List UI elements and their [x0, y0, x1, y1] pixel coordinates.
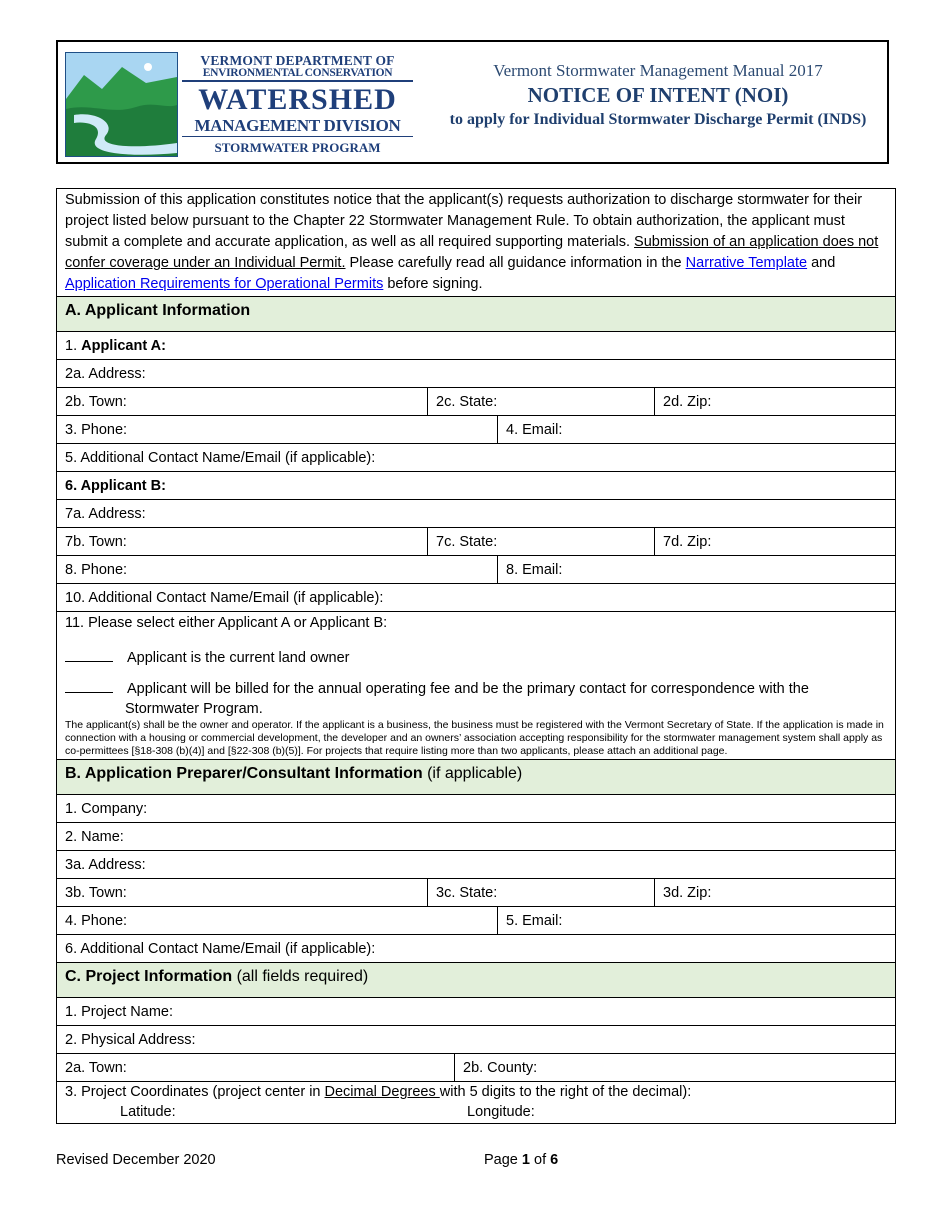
phone-a-field[interactable]: 3. Phone: — [57, 416, 498, 444]
applicant-b-field[interactable]: 6. Applicant B: — [57, 472, 896, 500]
logo-line-4: MANAGEMENT DIVISION — [194, 115, 401, 135]
page-text: Page — [484, 1152, 522, 1168]
town-b-field[interactable]: 7b. Town: — [57, 528, 428, 556]
project-county-field[interactable]: 2b. County: — [455, 1054, 896, 1082]
applicant-a-field[interactable] — [57, 332, 896, 360]
field-label: Applicant A: — [81, 338, 166, 354]
section-b-heading — [57, 760, 896, 795]
option-owner-label: Applicant is the current land owner — [127, 650, 350, 666]
preparer-address-field[interactable]: 3a. Address: — [57, 851, 896, 879]
section-c-title: C. Project Information — [65, 968, 233, 985]
logo-line-5: STORMWATER PROGRAM — [214, 140, 381, 155]
header-box — [56, 40, 889, 164]
section-a-heading: A. Applicant Information — [57, 297, 896, 332]
zip-a-field[interactable]: 2d. Zip: — [655, 388, 896, 416]
phone-b-field[interactable]: 8. Phone: — [57, 556, 498, 584]
revised-date: Revised December 2020 — [56, 1152, 216, 1168]
state-a-field[interactable]: 2c. State: — [428, 388, 655, 416]
address-a-field[interactable]: 2a. Address: — [57, 360, 896, 388]
project-name-field[interactable]: 1. Project Name: — [57, 998, 896, 1026]
select-prompt: 11. Please select either Applicant A or Applicant B: — [65, 615, 388, 631]
option-owner-row — [65, 648, 887, 668]
billed-selection-blank[interactable] — [65, 680, 113, 693]
noi-form — [56, 188, 896, 1124]
intro-text: Submission of this application constitutes notice that the applicant(s) requests authorization to discharge stormwater for their project listed below pursuant to the Chapter 22 Stormwater Management Rule. To obtain authorization, the applicant must submit a complete and accurate application, as well as all required supporting materials. — [65, 192, 863, 250]
coords-text: 3. Project Coordinates (project center in — [65, 1084, 325, 1100]
coords-text: with 5 digits to the right of the decimal): — [439, 1084, 692, 1100]
physical-address-field[interactable]: 2. Physical Address: — [57, 1026, 896, 1054]
section-c-heading — [57, 963, 896, 998]
preparer-phone-field[interactable]: 4. Phone: — [57, 907, 498, 935]
applicant-selection-cell — [57, 612, 896, 760]
logo-line-1: VERMONT DEPARTMENT OF — [200, 53, 395, 68]
project-coordinates-cell — [57, 1082, 896, 1124]
preparer-town-field[interactable]: 3b. Town: — [57, 879, 428, 907]
page-number — [484, 1152, 558, 1168]
intro-text: and — [807, 255, 836, 271]
option-billed-label: Applicant will be billed for the annual operating fee and be the primary contact for correspondence with the — [127, 681, 809, 697]
company-field[interactable]: 1. Company: — [57, 795, 896, 823]
preparer-email-field[interactable]: 5. Email: — [498, 907, 896, 935]
longitude-field[interactable]: Longitude: — [467, 1104, 535, 1120]
application-requirements-link[interactable]: Application Requirements for Operational Permits — [65, 276, 384, 292]
preparer-state-field[interactable]: 3c. State: — [428, 879, 655, 907]
town-a-field[interactable]: 2b. Town: — [57, 388, 428, 416]
intro-paragraph — [57, 189, 896, 297]
intro-text: Please carefully read all guidance information in the — [345, 255, 686, 271]
address-b-field[interactable]: 7a. Address: — [57, 500, 896, 528]
logo-divider — [182, 80, 413, 82]
document-subtitle: to apply for Individual Stormwater Discharge Permit (INDS) — [449, 111, 867, 128]
total-pages: 6 — [550, 1152, 559, 1168]
owner-selection-blank[interactable] — [65, 649, 113, 662]
option-billed-row — [65, 679, 887, 699]
name-field[interactable]: 2. Name: — [57, 823, 896, 851]
section-c-note: (all fields required) — [232, 968, 369, 985]
email-b-field[interactable]: 8. Email: — [498, 556, 896, 584]
applicant-note: The applicant(s) shall be the owner and operator. If the applicant is a business, the business must be registered with the Vermont Secretary of State. If the application is made in connection with a housing or commercial development, the developer and an owners’ association accepting responsibility for the stormwater management system shall apply as co-permittees [§18-308 (b)(4)] and [§22-308 (b)(5)]. For projects that require listing more than two applicants, please attach an additional page. — [65, 719, 884, 757]
narrative-template-link[interactable]: Narrative Template — [685, 255, 808, 271]
contact-b-field[interactable]: 10. Additional Contact Name/Email (if applicable): — [57, 584, 896, 612]
logo-divider — [182, 136, 413, 138]
logo-wordmark — [180, 54, 415, 156]
page-text: of — [529, 1152, 551, 1168]
latitude-field[interactable]: Latitude: — [120, 1104, 176, 1120]
email-a-field[interactable]: 4. Email: — [498, 416, 896, 444]
option-billed-continued: Stormwater Program. — [125, 701, 263, 717]
document-titles — [423, 60, 893, 132]
coordinates-label — [65, 1082, 887, 1102]
field-number: 1. — [65, 338, 82, 354]
state-b-field[interactable]: 7c. State: — [428, 528, 655, 556]
landscape-icon — [66, 53, 177, 156]
current-page: 1 — [521, 1152, 530, 1168]
zip-b-field[interactable]: 7d. Zip: — [655, 528, 896, 556]
preparer-zip-field[interactable]: 3d. Zip: — [655, 879, 896, 907]
intro-text: before signing. — [383, 276, 483, 292]
intro-underlined: Submission of an application does not confer coverage under an Individual Permit. — [65, 234, 879, 271]
section-b-note: (if applicable) — [422, 765, 523, 782]
logo-line-2: ENVIRONMENTAL CONSERVATION — [202, 67, 393, 79]
manual-title: Vermont Stormwater Management Manual 2017 — [493, 61, 823, 80]
logo-line-3: WATERSHED — [198, 82, 397, 116]
watershed-logo-image — [65, 52, 178, 157]
section-b-title: B. Application Preparer/Consultant Information — [65, 765, 423, 782]
project-town-field[interactable]: 2a. Town: — [57, 1054, 455, 1082]
contact-a-field[interactable]: 5. Additional Contact Name/Email (if applicable): — [57, 444, 896, 472]
notice-title: NOTICE OF INTENT (NOI) — [527, 83, 789, 107]
preparer-contact-field[interactable]: 6. Additional Contact Name/Email (if applicable): — [57, 935, 896, 963]
coordinates-fields — [65, 1102, 887, 1123]
coords-underlined: Decimal Degrees — [324, 1084, 440, 1100]
